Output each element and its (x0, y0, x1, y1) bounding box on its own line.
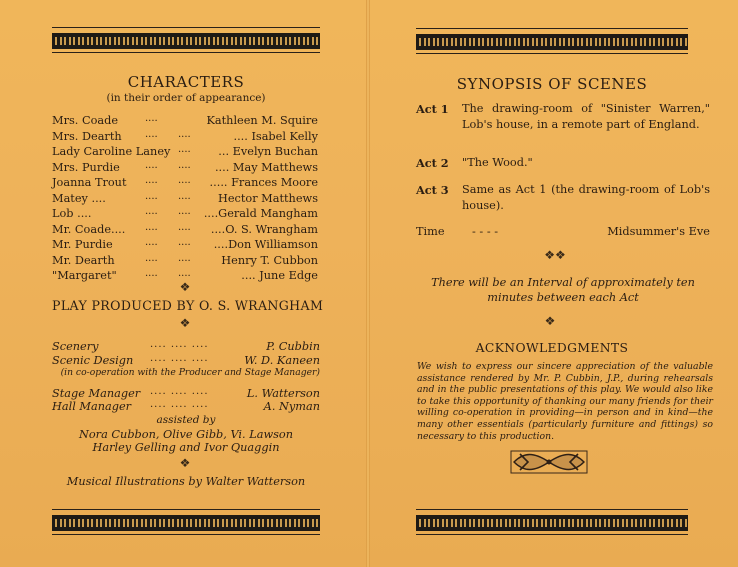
act-1 (416, 101, 710, 149)
time-row (416, 225, 710, 241)
act-description: "The Wood." (462, 156, 533, 169)
credit-dots: .... .... .... (150, 386, 209, 397)
acknowledgments-title: ACKNOWLEDGMENTS (475, 341, 629, 355)
cast-role: Lady Caroline Laney (52, 145, 171, 158)
bottom-rule-right-bottom (416, 534, 688, 535)
cast-actor: ....O. S. Wrangham (210, 222, 318, 236)
cast-dots: .... (178, 252, 191, 264)
cast-role: Mrs. Purdie (52, 160, 120, 174)
diamond-ornament-icon: ❖ (179, 316, 191, 330)
credit-hall-manager (52, 399, 320, 414)
act-description: The drawing-room of "Sinister Warren," Lob's house, in a remote part of England. (462, 102, 710, 131)
diamond-ornament-icon: ❖ (544, 314, 556, 328)
cast-actor: .... June Edge (241, 269, 318, 282)
credit-name: P. Cubbin (266, 340, 320, 353)
act-number: Act 1 (416, 102, 449, 116)
top-rule-left-bottom (52, 52, 320, 53)
cast-role: Lob .... (52, 207, 92, 220)
synopsis-title: SYNOPSIS OF SCENES (456, 75, 648, 93)
cast-actor: ....Don Williamson (213, 238, 318, 251)
credit-label: Hall Manager (52, 400, 132, 413)
double-diamond-ornament-icon: ❖❖ (544, 248, 566, 262)
cast-dots: .... (178, 144, 191, 155)
credit-label: Scenic Design (52, 354, 134, 367)
bottom-rule-right (416, 509, 688, 510)
top-rule-left (52, 27, 320, 28)
diamond-ornament-icon: ❖ (179, 456, 191, 470)
cast-role: Mrs. Dearth (52, 129, 122, 143)
diamond-ornament-icon: ❖ (179, 280, 191, 294)
cast-dots: .... (145, 159, 158, 171)
credit-label: Scenery (52, 340, 99, 353)
top-rule-right (416, 28, 688, 29)
cast-actor: ....Gerald Mangham (203, 207, 318, 220)
top-border-left (52, 33, 320, 49)
decorative-flourish-icon (510, 448, 588, 476)
act-number: Act 3 (416, 183, 449, 197)
cast-dots: .... (178, 237, 191, 248)
design-note: (in co-operation with the Producer and Stage Manager) (60, 367, 320, 378)
cast-role: Mr. Purdie (52, 238, 113, 251)
cast-dots: .... (145, 237, 158, 248)
bottom-border-left (52, 515, 320, 531)
producer-line: PLAY PRODUCED BY O. S. WRANGHAM (52, 298, 324, 313)
cast-dots: .... (145, 175, 158, 186)
cast-dots: .... (145, 206, 158, 217)
credit-name: A. Nyman (263, 400, 320, 413)
interval-line-2: minutes between each Act (487, 291, 639, 304)
cast-dots: .... (178, 221, 191, 233)
cast-role: "Margaret" (52, 269, 117, 282)
cast-actor: Hector Matthews (217, 191, 318, 205)
cast-role: Mr. Dearth (52, 253, 115, 267)
cast-dots: .... (178, 206, 191, 217)
cast-dots: .... (178, 175, 191, 186)
cast-actor: Henry T. Cubbon (221, 253, 318, 267)
act-3 (416, 182, 710, 214)
cast-dots: .... (145, 128, 158, 140)
assistants-line-2: Harley Gelling and Ivor Quaggin (92, 441, 280, 454)
cast-dots: .... (145, 113, 158, 124)
cast-actor: .... May Matthews (214, 160, 318, 174)
cast-role: Matey .... (52, 191, 106, 205)
cast-dots: .... (178, 159, 191, 171)
time-label: Time (416, 225, 445, 238)
cast-role: Mrs. Coade (52, 114, 119, 127)
act-2 (416, 155, 710, 171)
bottom-rule-left-bottom (52, 534, 320, 535)
cast-dots: .... (178, 190, 191, 202)
credit-dots: .... .... .... (150, 353, 209, 364)
act-number: Act 2 (416, 156, 449, 170)
time-value: Midsummer's Eve (607, 225, 710, 238)
characters-subtitle: (in their order of appearance) (106, 92, 266, 104)
top-border-right (416, 34, 688, 50)
cast-actor: Kathleen M. Squire (206, 114, 318, 127)
credit-dots: .... .... .... (150, 399, 209, 410)
cast-actor: .... Isabel Kelly (233, 129, 318, 143)
cast-dots: .... (145, 252, 158, 264)
time-dashes: - - - - (472, 225, 499, 238)
credit-scenic-design (52, 353, 320, 368)
musical-illustrations: Musical Illustrations by Walter Watterson (66, 475, 306, 488)
page-fold (366, 0, 370, 567)
cast-dots: .... (178, 128, 191, 140)
cast-dots: .... (178, 268, 191, 279)
credit-name: W. D. Kaneen (244, 354, 320, 367)
top-rule-right-bottom (416, 53, 688, 54)
acknowledgments-text: We wish to express our sincere appreciation of the valuable assistance rendered by Mr. P. Cubbin, J.P., during rehearsals and in the public presentations of this play. We would also like to take this opportunity of thanking our many friends for their willing co-operation in providing—in person and in kind—the many other essentials (particularly furniture and fittings) so necessary to this production. (417, 361, 713, 442)
cast-role: Joanna Trout (52, 176, 127, 189)
characters-title: CHARACTERS (127, 73, 245, 91)
cast-role: Mr. Coade.... (52, 222, 126, 236)
cast-dots: .... (145, 268, 158, 279)
cast-actor: ..... Frances Moore (209, 176, 318, 189)
credit-dots: .... .... .... (150, 339, 209, 350)
cast-dots: .... (145, 190, 158, 202)
cast-dots: .... (145, 221, 158, 233)
interval-line-1: There will be an Interval of approximately ten (431, 276, 695, 289)
assistants-line-1: Nora Cubbon, Olive Gibb, Vi. Lawson (78, 428, 294, 441)
bottom-border-right (416, 515, 688, 531)
credit-label: Stage Manager (52, 387, 141, 400)
assisted-by: assisted by (156, 414, 216, 426)
credit-name: L. Watterson (246, 387, 320, 400)
act-description: Same as Act 1 (the drawing-room of Lob's house). (462, 183, 710, 212)
bottom-rule-left (52, 509, 320, 510)
cast-actor: ... Evelyn Buchan (218, 145, 318, 158)
